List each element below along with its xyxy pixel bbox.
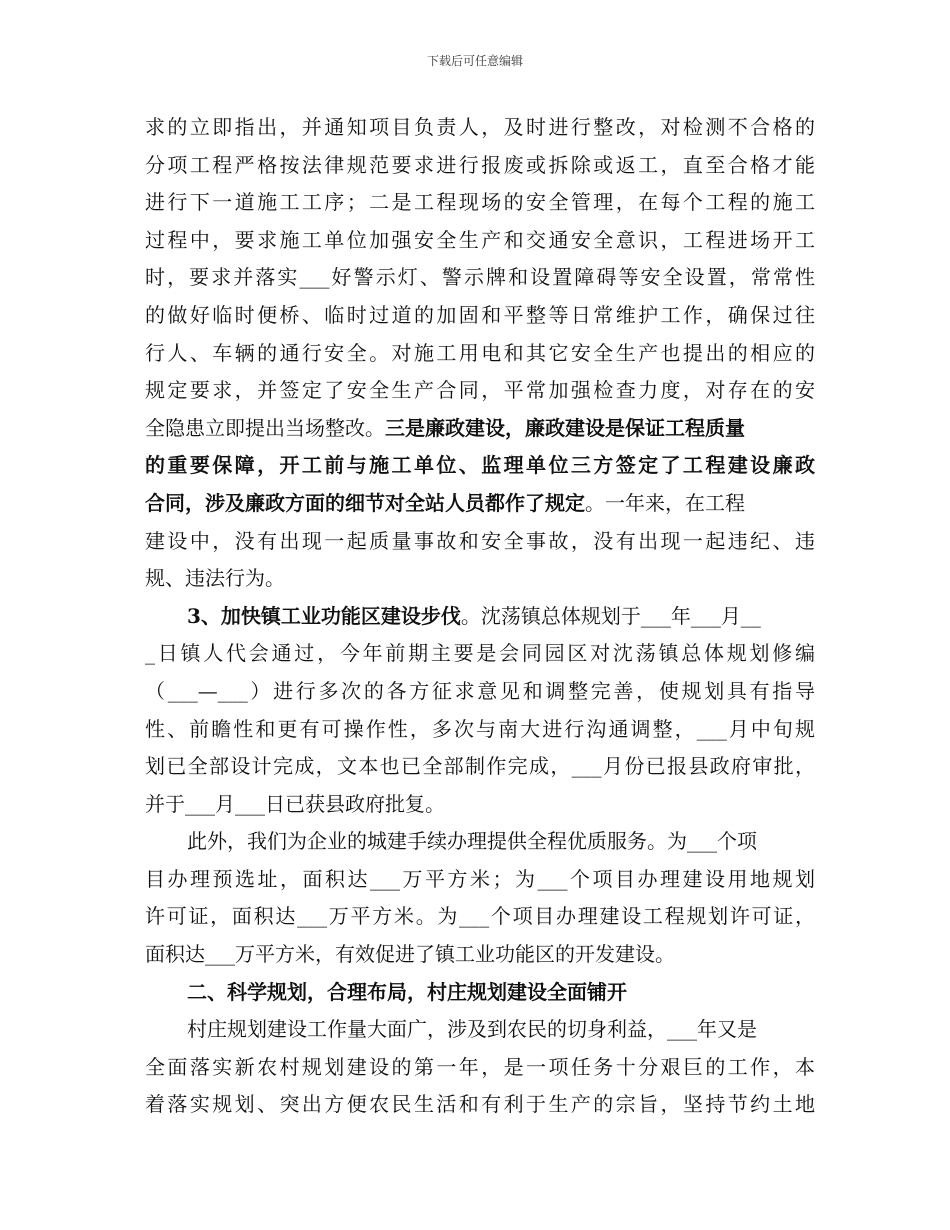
page-header: 下载后可任意编辑 — [426, 54, 523, 68]
text-line: _日镇人代会通过，今年前期主要是会同园区对沈荡镇总体规划修编 — [145, 641, 815, 666]
section-heading: 二、科学规划，合理布局，村庄规划建设全面铺开 — [187, 979, 627, 1004]
text-line: 规、违法行为。 — [145, 566, 285, 591]
text-line: 行人、车辆的通行安全。对施工用电和其它安全生产也提出的相应的 — [145, 340, 815, 365]
text-line: 过程中，要求施工单位加强安全生产和交通安全意识，工程进场开工 — [145, 227, 815, 252]
text-line: 许可证，面积达___万平方米。为___个项目办理建设工程规划许可证， — [145, 904, 815, 929]
text-line: 并于___月___日已获县政府批复。 — [145, 791, 445, 816]
text-line: 全面落实新农村规划建设的第一年，是一项任务十分艰巨的工作，本 — [145, 1054, 815, 1079]
text-line: 面积达___万平方米，有效促进了镇工业功能区的开发建设。 — [145, 942, 675, 967]
text-line: 时，要求并落实___好警示灯、警示牌和设置障碍等安全设置，常常性 — [145, 265, 815, 290]
bold-span: 的重要保障，开工前与施工单位、监理单位三方签定了工程建设廉政 — [145, 453, 815, 478]
text-line: 分项工程严格按法律规范要求进行报废或拆除或返工，直至合格才能 — [145, 152, 815, 177]
text-span: 全隐患立即提出当场整改。 — [145, 415, 385, 440]
text-span: 。沈荡镇总体规划于___年___月__ — [460, 603, 761, 628]
text-span: 。一年来，在工程 — [585, 490, 745, 515]
text-line: 目办理预选址，面积达___万平方米；为___个项目办理建设用地规划 — [145, 866, 815, 891]
text-line: 建设中，没有出现一起质量事故和安全事故，没有出现一起违纪、违 — [145, 528, 815, 553]
text-line: 求的立即指出，并通知项目负责人，及时进行整改，对检测不合格的 — [145, 115, 815, 139]
text-line — [145, 410, 815, 448]
text-line: 此外，我们为企业的城建手续办理提供全程优质服务。为___个项 — [187, 829, 757, 854]
text-line: 规定要求，并签定了安全生产合同，平常加强检查力度，对存在的安 — [145, 378, 815, 403]
text-line: 进行下一道施工工序；二是工程现场的安全管理，在每个工程的施工 — [145, 190, 815, 215]
section-heading: 3、加快镇工业功能区建设步伐 — [187, 603, 461, 628]
text-line: 的做好临时便桥、临时过道的加固和平整等日常维护工作，确保过往 — [145, 302, 815, 327]
text-line: 村庄规划建设工作量大面广，涉及到农民的切身利益，___年又是 — [187, 1017, 757, 1042]
bold-span: 三是廉政建设，廉政建设是保证工程质量 — [385, 415, 745, 440]
text-line — [145, 447, 815, 485]
text-line: 划已全部设计完成，文本也已全部制作完成，___月份已报县政府审批， — [145, 754, 815, 779]
text-line — [145, 974, 815, 1012]
text-line — [145, 598, 815, 636]
text-line: 性、前瞻性和更有可操作性，多次与南大进行沟通调整，___月中旬规 — [145, 716, 815, 741]
text-line — [145, 485, 815, 523]
bold-span: 合同，涉及廉政方面的细节对全站人员都作了规定 — [145, 490, 585, 515]
document-body — [145, 109, 815, 1124]
text-line: 着落实规划、突出方便农民生活和有利于生产的宗旨，坚持节约土地 — [145, 1092, 815, 1117]
text-line: （___—___）进行多次的各方征求意见和调整完善，使规划具有指导 — [145, 678, 815, 703]
